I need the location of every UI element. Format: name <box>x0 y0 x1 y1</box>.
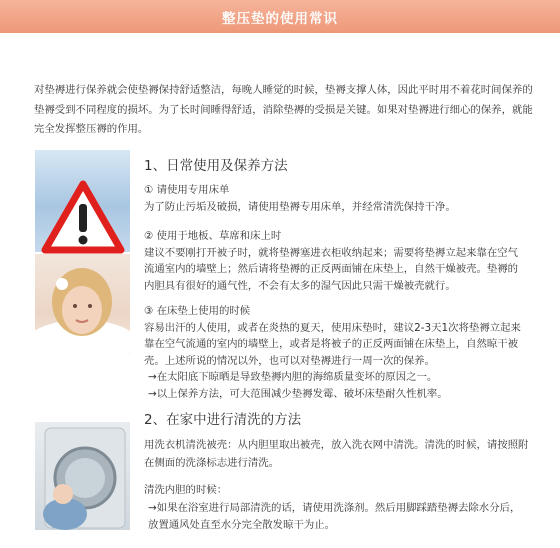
section-2-line: 用洗衣机清洗被壳：从内胆里取出被壳，放入洗衣网中清洗。清洗的时候，请按照附 <box>144 439 529 451</box>
header-bar <box>0 0 560 33</box>
section-1-item-1 <box>144 182 544 215</box>
intro-line: 对垫褥进行保养就会使垫褥保持舒适整洁，每晚人睡觉的时候，垫褥支撑人体，因此平时用不着花时间保养的 <box>34 84 533 96</box>
section-1-item-3 <box>144 303 544 402</box>
section-1-title: 1、日常使用及保养方法 <box>144 158 288 174</box>
intro-line: 垫褥受到不同程度的损坏。为了长时间睡得舒适，消除垫褥的受损是关键。如果对垫褥进行细心的保养，就能 <box>34 103 533 116</box>
item-3-arrow-note: →以上保养方法，可大范围减少垫褥发霉、破坏床垫耐久性机率。 <box>148 387 448 400</box>
child-photo <box>35 254 130 354</box>
section-2-line: →如果在浴室进行局部清洗的话，请使用洗涤剂。然后用脚踩踏垫褥去除水分后， <box>148 501 521 514</box>
item-1-body: 为了防止污垢及破损，请使用垫褥专用床单，并经常清洗保持干净。 <box>144 200 456 213</box>
section-2-line: 放置通风处直至水分完全散发晾干为止。 <box>148 519 336 531</box>
warning-triangle-icon <box>41 180 125 254</box>
item-3-line: 靠在空气流通的室内的墙壁上，或者是将被子的正反两面铺在床垫上，自然晾干被 <box>144 338 519 350</box>
section-2-line: 在侧面的洗涤标志进行清洗。 <box>144 456 280 469</box>
warning-sign-image <box>35 150 130 252</box>
item-3-line: 壳。上述所说的情况以外，也可以对垫褥进行一周一次的保养。 <box>144 354 435 367</box>
item-2-heading: ② 使用于地板、草席和床上时 <box>144 230 282 242</box>
section-2-title: 2、在家中进行清洗的方法 <box>144 412 302 428</box>
intro-paragraph <box>34 81 539 140</box>
page-title: 整压垫的使用常识 <box>222 10 338 27</box>
intro-line: 完全发挥整压褥的作用。 <box>34 123 149 135</box>
item-2-line: 流通室内的墙壁上；然后请将垫褥的正反两面铺在床垫上，自然干燥被壳。垫褥的 <box>144 263 519 275</box>
item-2-line: 内胆具有很好的通气性，不会有太多的湿气因此只需干燥被壳就行。 <box>144 279 456 292</box>
item-1-heading: ① 请使用专用床单 <box>144 184 230 196</box>
item-3-line: 容易出汗的人使用，或者在炎热的夏天，使用床垫时，建议2-3天1次将垫褥立起来 <box>144 321 521 334</box>
section-1-item-2 <box>144 228 544 294</box>
washing-machine-photo <box>35 422 130 530</box>
item-3-arrow-note: →在太阳底下晾晒是导致垫褥内胆的海绵质量变坏的原因之一。 <box>148 371 438 383</box>
section-2-paragraph-2 <box>144 482 544 535</box>
section-2-paragraph-1 <box>144 437 544 472</box>
item-3-heading: ③ 在床垫上使用的时候 <box>144 305 251 317</box>
item-2-line: 建议不要刚打开被子时，就将垫褥塞进衣柜收纳起来；需要将垫褥立起来靠在空气 <box>144 246 519 259</box>
section-2-subheading: 清洗内胆的时候： <box>144 484 228 496</box>
